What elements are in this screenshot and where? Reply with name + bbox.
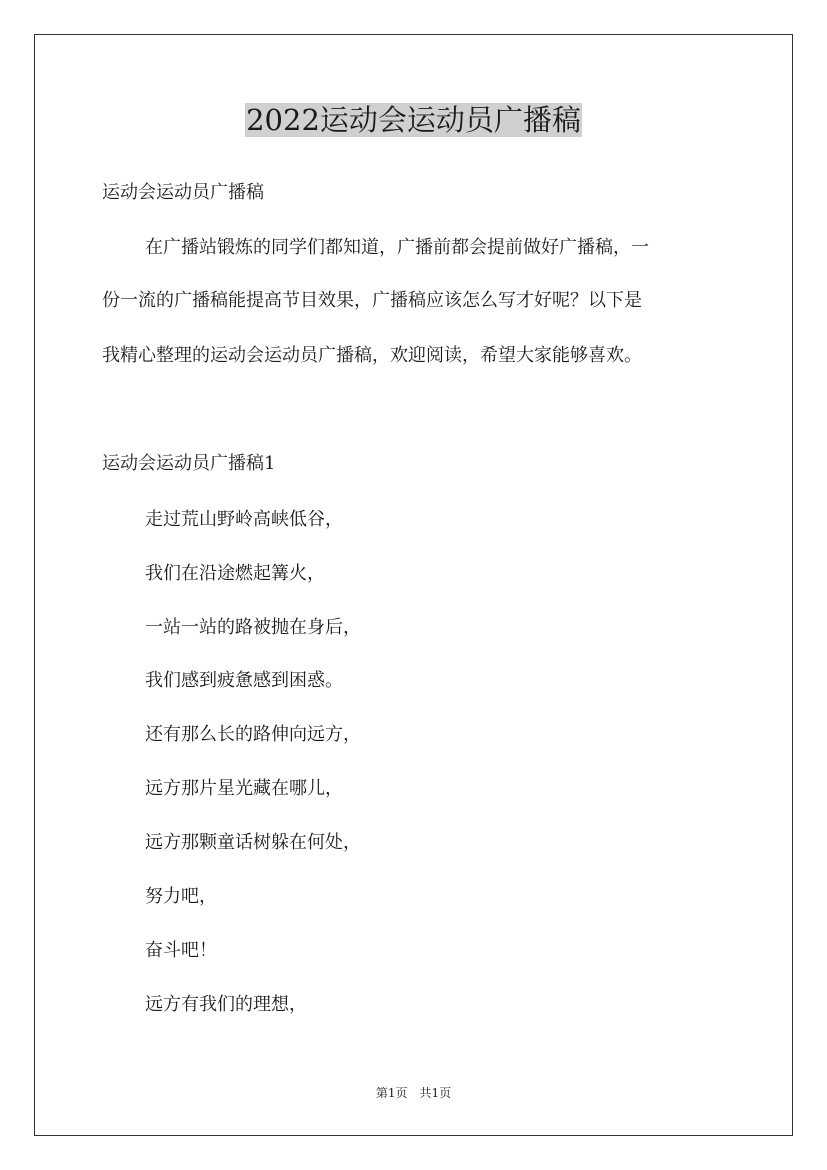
- poem-line: 我们在沿途燃起篝火，: [145, 563, 325, 584]
- poem-line: 远方那片星光藏在哪儿，: [145, 778, 343, 799]
- poem-line: 奋斗吧！: [145, 940, 217, 961]
- intro-line-1: 在广播站锻炼的同学们都知道，广播前都会提前做好广播稿，一: [145, 237, 649, 258]
- section-heading: 运动会运动员广播稿1: [102, 453, 276, 474]
- page-footer: 第1页 共1页: [375, 1086, 452, 1100]
- intro-line-3: 我精心整理的运动会运动员广播稿，欢迎阅读，希望大家能够喜欢。: [102, 345, 642, 366]
- poem-line: 还有那么长的路伸向远方，: [145, 724, 361, 745]
- poem-line: 努力吧，: [145, 886, 217, 907]
- poem-line: 一站一站的路被抛在身后，: [145, 617, 361, 638]
- poem-line: 走过荒山野岭高峡低谷，: [145, 509, 343, 530]
- poem-line: 我们感到疲惫感到困惑。: [145, 670, 343, 691]
- document-title: 2022运动会运动员广播稿: [246, 103, 581, 137]
- poem-line: 远方那颗童话树躲在何处，: [145, 832, 361, 853]
- intro-line-2: 份一流的广播稿能提高节目效果，广播稿应该怎么写才好呢？以下是: [102, 290, 642, 311]
- document-subtitle: 运动会运动员广播稿: [102, 182, 264, 203]
- poem-line: 远方有我们的理想，: [145, 994, 307, 1015]
